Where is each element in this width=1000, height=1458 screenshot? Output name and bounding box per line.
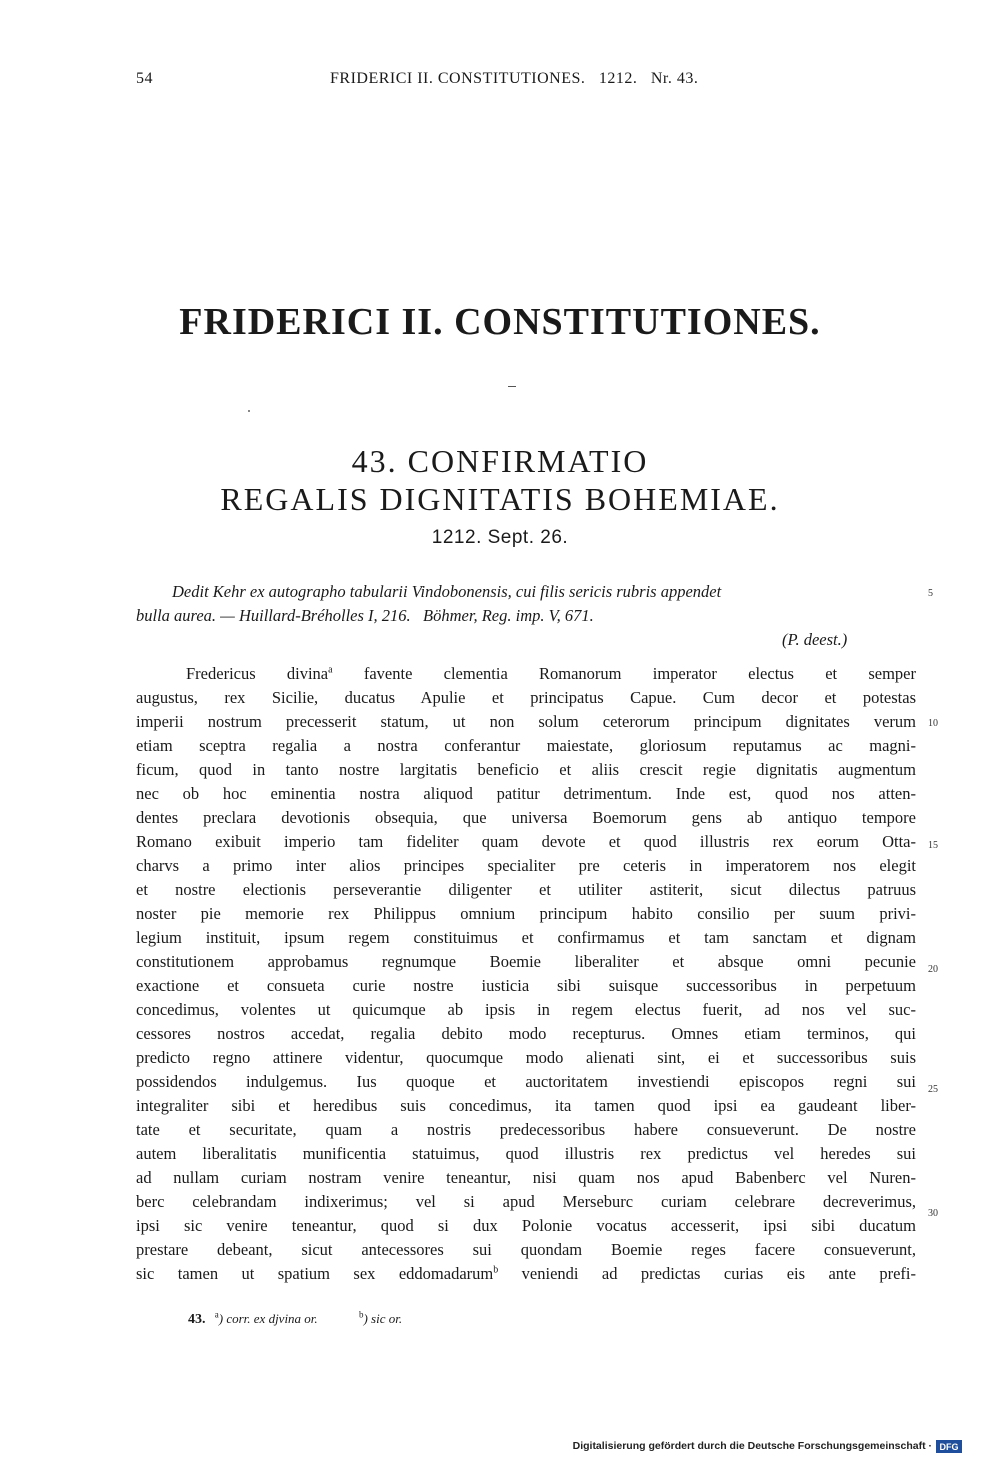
text-line: charvs a primo inter alios principes specialiter pre ceteris in imperatorem nos elegit (136, 856, 916, 875)
text-line: constitutionem approbamus regnumque Boemie liberaliter et absque omni pecunie (136, 952, 916, 971)
text-line: possidendos indulgemus. Ius quoque et auctoritatem investiendi episcopos regni sui (136, 1072, 916, 1091)
text-line: tate et securitate, quam a nostris predecessoribus habere consueverunt. De nostre (136, 1120, 916, 1139)
digitization-credit (573, 1438, 962, 1454)
text-line: berc celebrandam indixerimus; vel si apud Merseburc curiam celebrare decreverimus, (136, 1192, 916, 1211)
line-number: 10 (928, 718, 938, 729)
text-line: concedimus, volentes ut quicumque ab ipsis in regem electus fuerit, ad nos vel suc- (136, 1000, 916, 1019)
line-number: 5 (928, 588, 933, 599)
text-line: nec ob hoc eminentia nostra aliquod patitur detrimentum. Inde est, quod nos atten- (136, 784, 916, 803)
text-line: imperii nostrum precesserit statum, ut non solum ceterorum principum dignitates verum (136, 712, 916, 731)
dfg-logo-text: DFG (939, 1441, 959, 1452)
text-line: et nostre electionis perseverantie diligenter et utiliter astiterit, sicut dilectus patruus (136, 880, 916, 899)
text-line: ficum, quod in tanto nostre largitatis beneficio et aliis crescit regie dignitatis augmentum (136, 760, 916, 779)
credit-text: Digitalisierung gefördert durch die Deutsche Forschungsgemeinschaft · (572, 1440, 932, 1452)
text-line: etiam sceptra regalia a nostra conferantur maiestate, gloriosum reputamus ac magni- (136, 736, 916, 755)
text-line: Romano exibuit imperio tam fideliter quam devote et quod illustris rex eorum Otta- (136, 832, 916, 851)
text-line: autem liberalitatis munificentia statuimus, quod illustris rex predictus vel heredes sui (136, 1144, 916, 1163)
text-line: ipsi sic venire teneantur, quod si dux Polonie vocatus accesserit, ipsi sibi ducatum (136, 1216, 916, 1235)
document-heading-line1: 43. CONFIRMATIO (351, 443, 649, 479)
text-line: legium instituit, ipsum regem constituimus et confirmamus et tam sanctam et dignam (136, 928, 916, 947)
line-number: 15 (928, 840, 938, 851)
text-line: prestare debeant, sicut antecessores sui quondam Boemie reges facere consueverunt, (136, 1240, 916, 1259)
text-line: noster pie memorie rex Philippus omnium principum habito consilio per suum privi- (136, 904, 916, 923)
text-line: dentes preclara devotionis obsequia, que universa Boemorum gens ab antiquo tempore (136, 808, 916, 827)
footnotes (188, 1310, 688, 1330)
text-line: sic tamen ut spatium sex eddomadarum$^b$ veniendi ad predictas curias eis ante prefi- (136, 1264, 916, 1283)
text-line: ad nullam curiam nostram venire teneantur, nisi quam nos apud Babenberc vel Nuren- (136, 1168, 916, 1187)
document-date: 1212. Sept. 26. (431, 527, 569, 548)
dfg-logo-icon (936, 1440, 962, 1453)
running-head (136, 70, 756, 92)
text-line: predicto regno attinere videntur, quocumque modo alienati sint, ei et successoribus suis (136, 1048, 916, 1067)
footnote-a: $^a$) corr. ex djvina or. (214, 1310, 318, 1327)
line-number: 30 (928, 1208, 938, 1219)
running-head-title: FRIDERICI II. CONSTITUTIONES. 1212. Nr. 43. (330, 70, 699, 87)
text-line: integraliter sibi et heredibus suis concedimus, ita tamen quod ipsi ea gaudeant liber- (136, 1096, 916, 1115)
document-heading-line2: REGALIS DIGNITATIS BOHEMIAE. (220, 481, 780, 517)
text-line: Fredericus divina$^a$ favente clementia Romanorum imperator electus et semper (186, 664, 916, 683)
scan-speck (248, 410, 250, 412)
text-line: exactione et consueta curie nostre iusticia sibi suisque successoribus in perpetuum (136, 976, 916, 995)
document-heading (0, 442, 1000, 518)
main-title: FRIDERICI II. CONSTITUTIONES. (179, 301, 821, 343)
source-note-line1: Dedit Kehr ex autographo tabularii Vindobonensis, cui filis sericis rubris appendet (172, 582, 722, 601)
line-number: 25 (928, 1084, 938, 1095)
footnote-b: $^b$) sic or. (358, 1310, 403, 1327)
text-line: augustus, rex Sicilie, ducatus Apulie et principatus Capue. Cum decor et potestas (136, 688, 916, 707)
page-number: 54 (136, 70, 153, 87)
footnote-marker-b: b (493, 1264, 499, 1276)
source-note-line3: (P. deest.) (782, 630, 848, 649)
footnote-number: 43. (188, 1312, 206, 1328)
text-line: cessores nostros accedat, regalia debito modo recepturus. Omnes etiam terminos, qui (136, 1024, 916, 1043)
source-note-line2: bulla aurea. — Huillard-Bréholles I, 216. Böhmer, Reg. imp. V, 671. (136, 606, 594, 625)
footnote-marker-a: a (328, 664, 333, 676)
line-number: 20 (928, 964, 938, 975)
divider-dash (508, 386, 516, 387)
